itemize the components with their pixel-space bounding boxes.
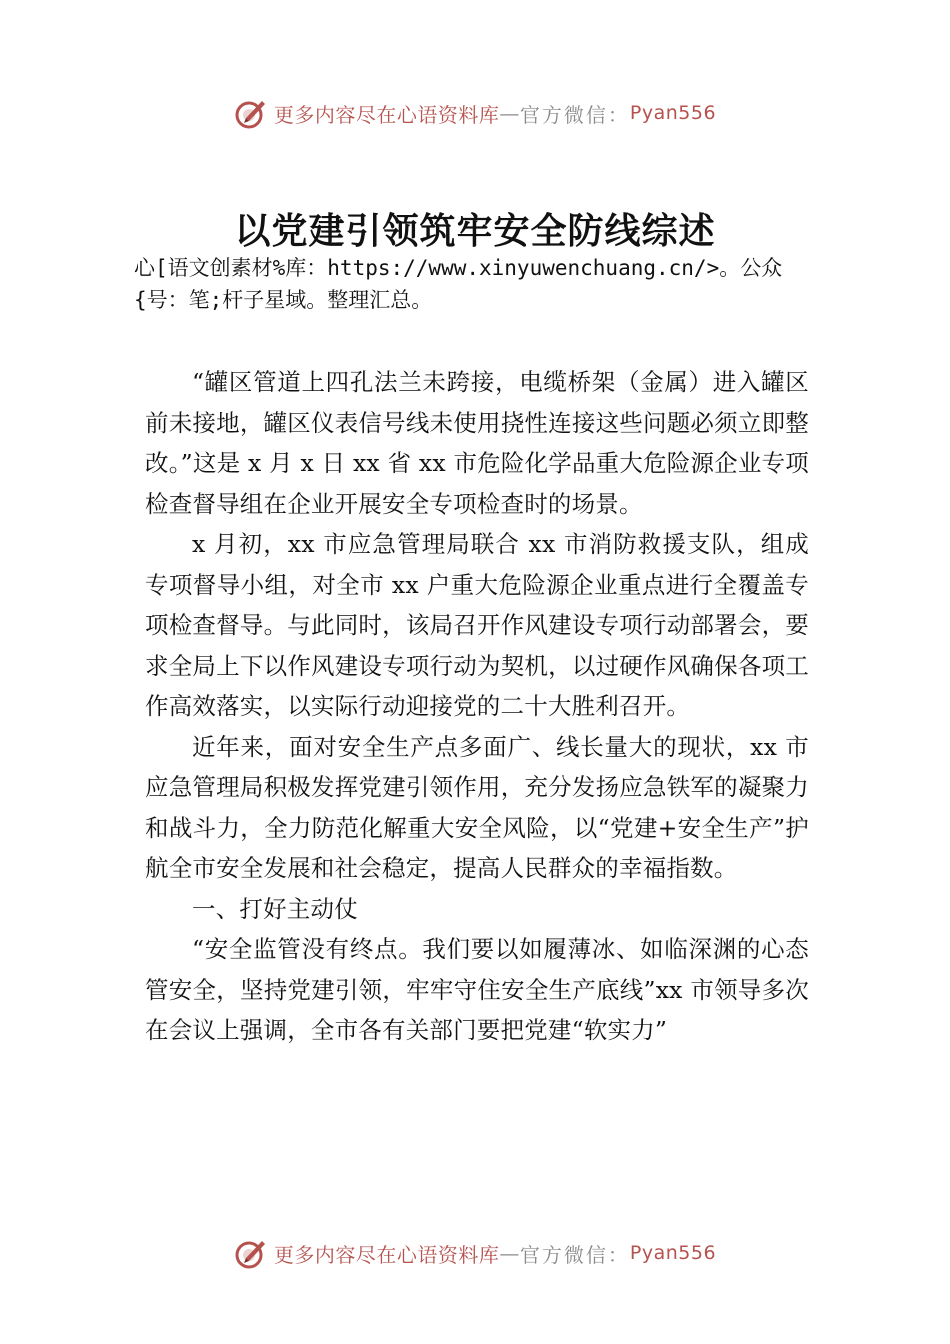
banner-wechat-id: Pyan556 [629, 1242, 717, 1264]
pen-logo-icon [234, 96, 268, 130]
document-title: 以党建引领筑牢安全防线综述 [234, 210, 716, 252]
paragraph: “罐区管道上四孔法兰未跨接，电缆桥架（金属）进入罐区前未接地，罐区仪表信号线未使用挠性连接这些问题必须立即整改。”这是 x 月 x 日 xx 省 xx 市危险化学品重大危险源企业专项检查督导组在企业开展安全专项检查时的场景。 [145, 368, 809, 518]
banner-separator: — [499, 1241, 520, 1265]
footer-watermark-banner [0, 1233, 950, 1273]
header-watermark-banner [0, 93, 950, 133]
banner-wechat-label: 官方微信： [519, 102, 630, 127]
banner-separator: — [499, 101, 520, 125]
paragraph: 近年来，面对安全生产点多面广、线长量大的现状，xx 市应急管理局积极发挥党建引领作用，充分发扬应急铁军的凝聚力和战斗力，全力防范化解重大安全风险，以“党建+安全生产”护航全市安全发展和社会稳定，提高人民群众的幸福指数。 [145, 732, 809, 882]
paragraph: “安全监管没有终点。我们要以如履薄冰、如临深渊的心态管安全，坚持党建引领，牢牢守住安全生产底线”xx 市领导多次在会议上强调，全市各有关部门要把党建“软实力” [145, 935, 809, 1044]
document-body [145, 362, 809, 1051]
pen-logo-icon [234, 1236, 268, 1270]
banner-text: 更多内容尽在心语资料库 [273, 102, 500, 127]
paragraph: x 月初，xx 市应急管理局联合 xx 市消防救援支队，组成专项督导小组，对全市 xx 户重大危险源企业重点进行全覆盖专项检查督导。与此同时，该局召开作风建设专项行动部署会，要求全局上下以作风建设专项行动为契机，以过硬作风确保各项工作高效落实，以实际行动迎接党的二十大胜利召开。 [145, 530, 809, 720]
section-heading: 一、打好主动仗 [192, 894, 358, 923]
banner-wechat-id: Pyan556 [629, 102, 717, 124]
source-line: 心[语文创素材%库：https://www.xinyuwenchuang.cn/>。公众{号：笔;杆子星域。整理汇总。 [134, 256, 783, 312]
banner-wechat-label: 官方微信： [519, 1242, 630, 1267]
banner-text: 更多内容尽在心语资料库 [273, 1242, 500, 1267]
